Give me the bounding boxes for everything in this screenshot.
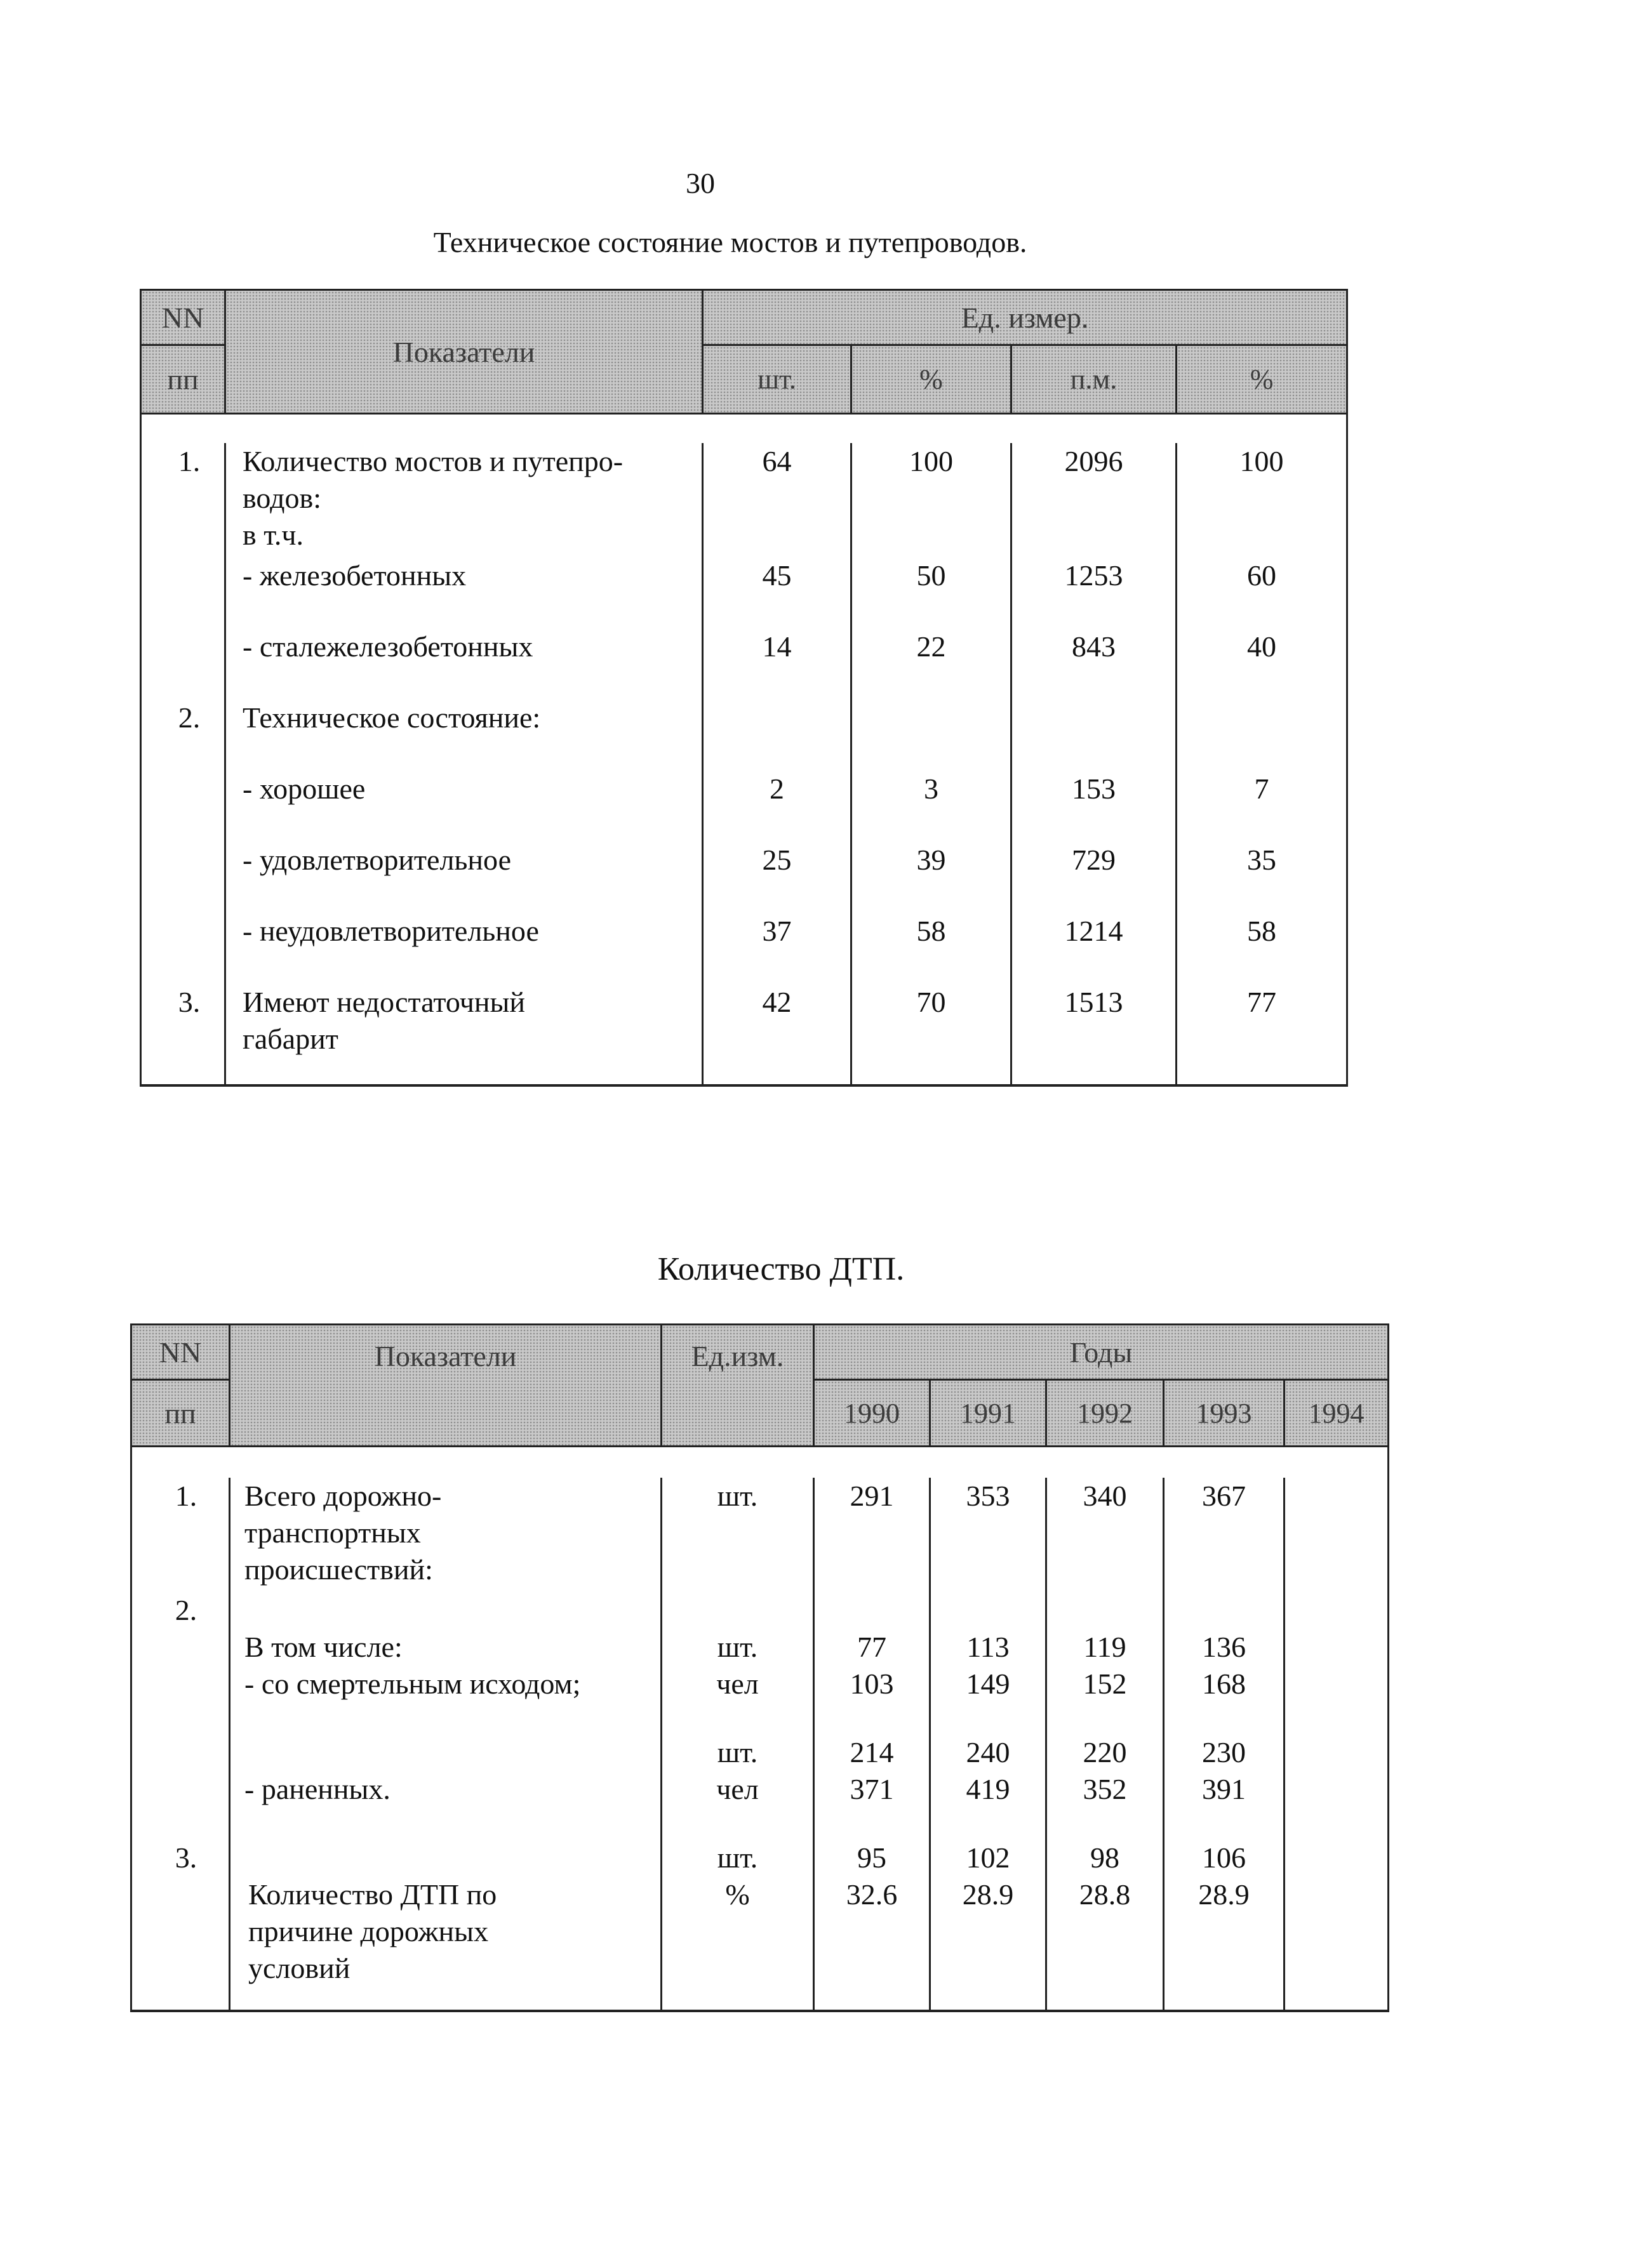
value-cell: 119: [1083, 1631, 1126, 1663]
header-pp: пп: [131, 1380, 230, 1447]
row-label: условий: [248, 1952, 350, 1984]
value-cell: 42: [703, 984, 851, 1085]
value-cell: 214: [850, 1736, 894, 1768]
value-cell: [1285, 1478, 1389, 1592]
value-cell: 102: [966, 1841, 1010, 1874]
row-number: 2.: [131, 1592, 230, 1629]
header-year: 1993: [1164, 1380, 1285, 1447]
row-label: - со смертельным исходом;: [244, 1668, 581, 1700]
header-year: 1992: [1046, 1380, 1164, 1447]
row-label: транспортных: [244, 1516, 421, 1549]
value-cell: 60: [1177, 557, 1347, 628]
value-cell: 340: [1046, 1478, 1164, 1592]
row-number: [141, 913, 225, 984]
unit-cell: шт.: [662, 1478, 814, 1592]
row-label: - железобетонных: [225, 557, 703, 628]
value-cell: [1285, 1876, 1387, 1913]
value-cell: [1177, 700, 1347, 771]
row-number: [141, 557, 225, 628]
value-cell: 7: [1177, 771, 1347, 842]
accidents-table: [130, 1323, 1389, 2012]
row-label: причине дорожных: [248, 1915, 489, 1947]
page-number: 30: [686, 167, 715, 199]
value-cell: 391: [1202, 1773, 1246, 1805]
value-cell: 103: [850, 1668, 894, 1700]
row-number: 1.: [141, 443, 225, 557]
value-cell: 37: [703, 913, 851, 984]
value-cell: 353: [930, 1478, 1046, 1592]
value-cell: 291: [814, 1478, 930, 1592]
value-cell: [703, 700, 851, 771]
row-label: Имеют недостаточный: [243, 986, 525, 1018]
value-cell: 168: [1202, 1668, 1246, 1700]
value-cell: 153: [1011, 771, 1177, 842]
value-cell: 3: [851, 771, 1011, 842]
row-label: - удовлетворительное: [225, 842, 703, 913]
row-label: водов:: [243, 482, 321, 514]
value-cell: 28.9: [1198, 1878, 1250, 1911]
value-cell: 100: [851, 443, 1011, 557]
value-cell: 367: [1164, 1478, 1285, 1592]
value-cell: 58: [851, 913, 1011, 984]
value-cell: 28.9: [962, 1878, 1014, 1911]
header-unit: шт.: [703, 345, 851, 414]
header-year: 1994: [1285, 1380, 1389, 1447]
table2-title: Количество ДТП.: [657, 1251, 905, 1287]
row-number: [141, 842, 225, 913]
row-label: Всего дорожно-: [244, 1480, 442, 1512]
value-cell: 77: [1177, 984, 1347, 1085]
value-cell: 58: [1177, 913, 1347, 984]
header-unit: п.м.: [1011, 345, 1177, 414]
row-label: Количество мостов и путепро-: [243, 445, 624, 477]
value-cell: 843: [1011, 628, 1177, 700]
value-cell: 22: [851, 628, 1011, 700]
unit-cell: %: [725, 1878, 750, 1911]
value-cell: 220: [1083, 1736, 1127, 1768]
value-cell: 39: [851, 842, 1011, 913]
value-cell: 2096: [1011, 443, 1177, 557]
row-number: [141, 628, 225, 700]
row-number: 1.: [131, 1478, 230, 1592]
header-pp: пп: [141, 345, 225, 414]
value-cell: 152: [1083, 1668, 1127, 1700]
value-cell: 45: [703, 557, 851, 628]
row-label: - неудовлетворительное: [225, 913, 703, 984]
value-cell: 98: [1090, 1841, 1119, 1874]
value-cell: 419: [966, 1773, 1010, 1805]
value-cell: [1285, 1629, 1387, 1666]
value-cell: 1214: [1011, 913, 1177, 984]
value-cell: 106: [1202, 1841, 1246, 1874]
value-cell: 149: [966, 1668, 1010, 1700]
table1-title: Техническое состояние мостов и путепроводов.: [433, 226, 1027, 258]
header-indicators: Показатели: [230, 1325, 662, 1447]
row-label: Техническое состояние:: [225, 700, 703, 771]
value-cell: [1285, 1666, 1387, 1702]
row-number: [141, 771, 225, 842]
value-cell: 113: [966, 1631, 1010, 1663]
header-unit: Ед.изм.: [662, 1325, 814, 1447]
value-cell: 40: [1177, 628, 1347, 700]
value-cell: 77: [857, 1631, 886, 1663]
header-nn: NN: [131, 1325, 230, 1380]
value-cell: 14: [703, 628, 851, 700]
row-number: 3.: [141, 984, 225, 1085]
value-cell: 35: [1177, 842, 1347, 913]
value-cell: 136: [1202, 1631, 1246, 1663]
header-indicators: Показатели: [225, 290, 703, 414]
value-cell: 50: [851, 557, 1011, 628]
header-year: 1990: [814, 1380, 930, 1447]
value-cell: 230: [1202, 1736, 1246, 1768]
value-cell: 240: [966, 1736, 1010, 1768]
row-number: 3.: [131, 1840, 230, 2011]
row-number: 2.: [141, 700, 225, 771]
row-label: - хорошее: [225, 771, 703, 842]
header-year: 1991: [930, 1380, 1046, 1447]
row-label: Количество ДТП по: [248, 1878, 497, 1911]
value-cell: [1285, 1840, 1387, 1876]
value-cell: 1253: [1011, 557, 1177, 628]
value-cell: 95: [857, 1841, 886, 1874]
value-cell: 729: [1011, 842, 1177, 913]
value-cell: [1285, 1734, 1387, 1771]
value-cell: [1285, 1771, 1387, 1808]
bridges-table: [140, 289, 1348, 1087]
unit-cell: шт.: [717, 1631, 758, 1663]
value-cell: 32.6: [846, 1878, 898, 1911]
header-unit: %: [1177, 345, 1347, 414]
value-cell: 352: [1083, 1773, 1127, 1805]
unit-cell: чел: [716, 1773, 759, 1805]
header-nn: NN: [141, 290, 225, 345]
row-label: В том числе:: [244, 1631, 403, 1663]
header-unit-group: Ед. измер.: [703, 290, 1347, 345]
value-cell: 28.8: [1079, 1878, 1131, 1911]
value-cell: 1513: [1011, 984, 1177, 1085]
row-label: происшествий:: [244, 1553, 433, 1586]
value-cell: [1011, 700, 1177, 771]
row-label: габарит: [243, 1023, 338, 1055]
value-cell: [851, 700, 1011, 771]
value-cell: 70: [851, 984, 1011, 1085]
unit-cell: чел: [716, 1668, 759, 1700]
unit-cell: шт.: [717, 1736, 758, 1768]
header-unit: %: [851, 345, 1011, 414]
value-cell: 64: [703, 443, 851, 557]
value-cell: 100: [1177, 443, 1347, 557]
value-cell: 25: [703, 842, 851, 913]
value-cell: 371: [850, 1773, 894, 1805]
row-label: - раненных.: [244, 1773, 390, 1805]
value-cell: 2: [703, 771, 851, 842]
row-label: в т.ч.: [243, 519, 304, 551]
row-label: - сталежелезобетонных: [225, 628, 703, 700]
header-years-group: Годы: [814, 1325, 1389, 1380]
unit-cell: шт.: [717, 1841, 758, 1874]
